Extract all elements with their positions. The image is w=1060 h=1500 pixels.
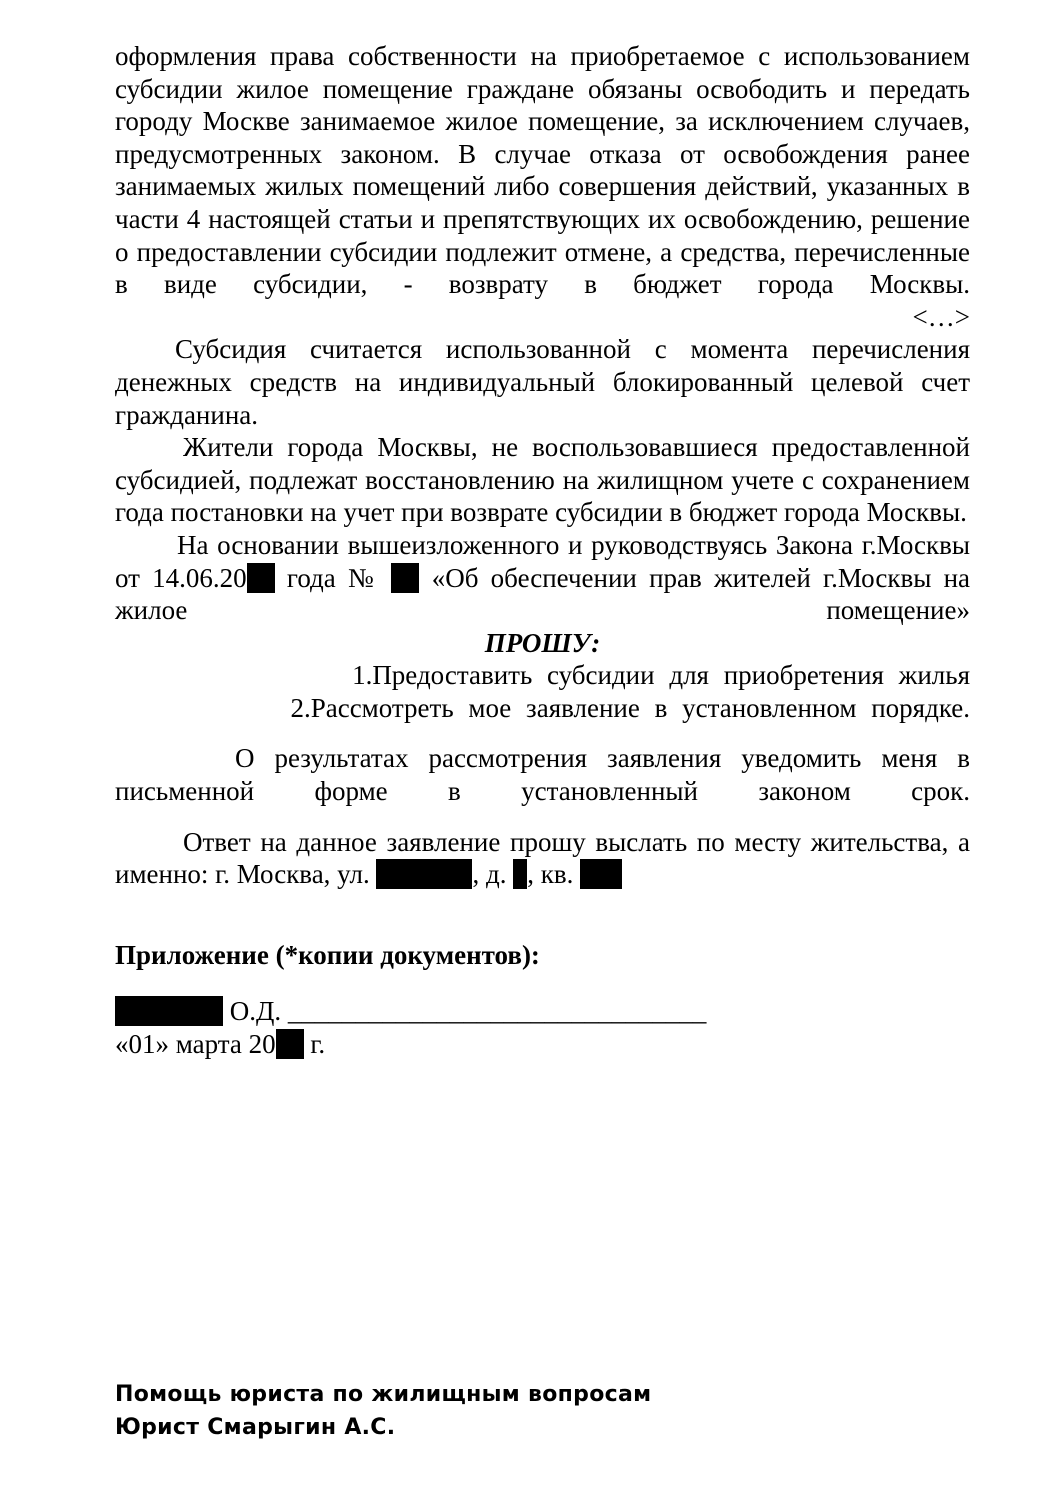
paragraph-subsidy-used: Субсидия считается использованной с момента перечисления денежных средств на индивидуальный блокированный целевой счет гражданина. (115, 334, 970, 430)
redacted-surname (115, 996, 223, 1026)
document-date (115, 1028, 970, 1061)
redacted-date-year (276, 1029, 304, 1059)
paragraph-residents-restoration: Жители города Москвы, не воспользовавшиеся предоставленной субсидией, подлежат восстановлению на жилищном учете с сохранением года постановки на учет при возврате субсидии в бюджет города Москвы. (115, 432, 970, 528)
request-heading: ПРОШУ: (484, 627, 601, 658)
date-text-2: г. (303, 1029, 326, 1060)
paragraph-legal-basis (115, 529, 970, 627)
request-item-1: 1.Предоставить субсидии для приобретения жилья (352, 660, 970, 691)
signature-initials: О.Д. (229, 996, 282, 1027)
legal-basis-text-1: На основании вышеизложенного и руководствуясь Закона г.Москвы от 14.06.20 (115, 529, 970, 593)
address-text-3: , кв. (527, 859, 581, 890)
paragraph-subsidy-conditions: оформления права собственности на приобретаемое с использованием субсидии жилое помещение граждане обязаны освободить и передать городу Москве занимаемое жилое помещение, за исключением случаев, предусмотренных законом. В случае отказа от освобождения ранее занимаемых жилых помещений либо совершения действий, указанных в части 4 настоящей статьи и препятствующих их освобождению, решение о предоставлении субсидии подлежит отмене, а средства, перечисленные в виде субсидии, - возврату в бюджет города Москвы. (115, 41, 970, 300)
address-text-1: Ответ на данное заявление прошу выслать по месту жительства, а именно: г. Москва, ул. (115, 826, 970, 890)
date-text-1: «01» марта 20 (115, 1029, 276, 1060)
address-text-2: , д. (472, 859, 514, 890)
legal-basis-text-2: года № (274, 562, 392, 593)
attachments-label: Приложение (*копии документов): (115, 939, 540, 970)
footer-signature-block (115, 1378, 651, 1444)
redacted-apartment (580, 859, 622, 889)
redacted-house (513, 859, 527, 889)
request-item-2: 2.Рассмотреть мое заявление в установленном порядке. (290, 692, 970, 723)
redacted-street (376, 859, 472, 889)
footer-line-1: Помощь юриста по жилищным вопросам (115, 1382, 652, 1407)
redacted-law-number (391, 563, 419, 593)
redacted-year (247, 563, 275, 593)
paragraph-notification: О результатах рассмотрения заявления уведомить меня в письменной форме в установленный законом срок. (115, 743, 970, 807)
omission-marker: <…> (912, 301, 970, 332)
document-page (115, 40, 970, 1061)
legal-basis-text-3: «Об обеспечении прав жителей г.Москвы на жилое помещение» (115, 562, 970, 626)
paragraph-reply-address (115, 826, 970, 891)
footer-line-2: Юрист Смарыгин А.С. (115, 1415, 396, 1440)
signature-line (115, 995, 970, 1028)
signature-underline: _______________________________ (287, 996, 707, 1027)
